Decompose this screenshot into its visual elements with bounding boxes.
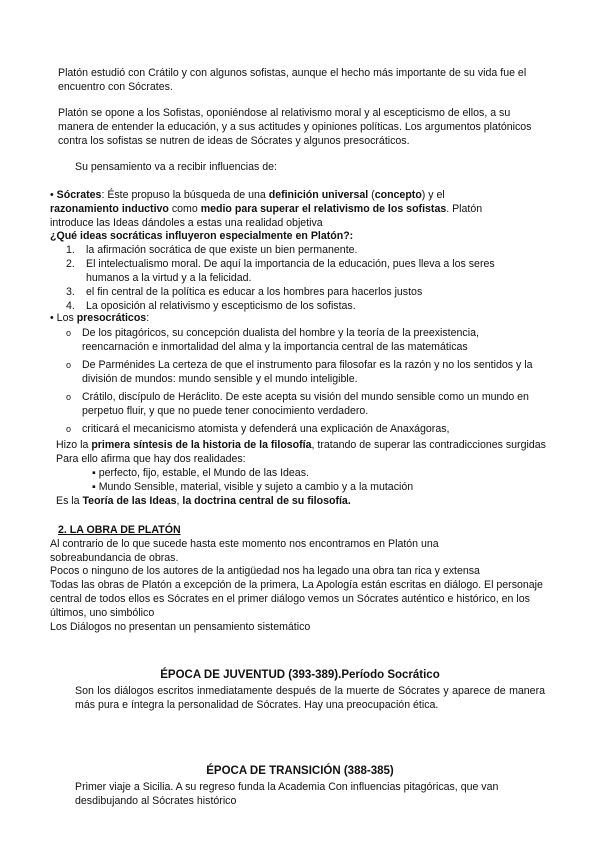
teoria-ideas-line bbox=[56, 494, 556, 508]
list-item bbox=[66, 257, 536, 285]
text: : Éste propuso la búsqueda de una bbox=[101, 189, 269, 201]
socrates-name: Sócrates bbox=[56, 189, 102, 201]
item-text: La oposición al relativismo y escepticismo de los sofistas. bbox=[86, 300, 356, 312]
text: , tratando de superar las contradicciones surgidas Para ello afirma que hay dos realidades: bbox=[56, 439, 546, 465]
bullet: • bbox=[50, 189, 54, 201]
bold-text: definición universal bbox=[268, 189, 369, 201]
item-text: Crátilo, discípulo de Heráclito. De este acepta su visión del mundo sensible como un mundo en perpetuo fluir, y que no puede tener conocimiento verdadero. bbox=[82, 391, 529, 417]
item-text: el fin central de la política es educar a los hombres para hacerlos justos bbox=[86, 286, 423, 298]
bullet: • bbox=[50, 312, 54, 324]
item-text: De Parménides La certeza de que el instrumento para filosofar es la razón y no los sentidos y la división de mundos: mundo sensible y el mundo inteligible. bbox=[82, 359, 533, 385]
bold-text: presocráticos bbox=[76, 312, 147, 324]
bold-text: Teoría de las Ideas bbox=[82, 495, 177, 507]
reality-item-1: ▪ perfecto, fijo, estable, el Mundo de las Ideas. bbox=[92, 467, 309, 479]
item-text: la afirmación socrática de que existe un bien permanente. bbox=[86, 244, 358, 256]
list-item bbox=[66, 358, 546, 386]
reality-item-2: ▪ Mundo Sensible, material, visible y sujeto a cambio y a la mutación bbox=[92, 481, 414, 493]
juventud-paragraph: Son los diálogos escritos inmediatamente después de la muerte de Sócrates y aparece de manera más pura e íntegra la personalidad de Sócrates. Hay una preocupación ética. bbox=[75, 685, 545, 711]
item-number: 3. bbox=[66, 286, 75, 298]
transicion-heading: ÉPOCA DE TRANSICIÓN (388-385) bbox=[206, 764, 394, 777]
bold-text: razonamiento inductivo bbox=[50, 203, 169, 215]
intro-paragraph-3: Su pensamiento va a recibir influencias de: bbox=[75, 161, 277, 173]
circle-bullet-icon: o bbox=[66, 424, 72, 434]
text: Los bbox=[56, 312, 77, 324]
bold-text: concepto bbox=[374, 189, 422, 201]
list-item bbox=[66, 285, 536, 299]
item-number: 1. bbox=[66, 244, 75, 256]
socrates-paragraph bbox=[50, 188, 550, 230]
text: Hizo la bbox=[56, 439, 92, 451]
text: : bbox=[146, 312, 150, 324]
item-number: 2. bbox=[66, 258, 75, 270]
text: , bbox=[176, 495, 183, 507]
item-text: criticará el mecanicismo atomista y defenderá una explicación de Anaxágoras, bbox=[82, 423, 450, 435]
text: ( bbox=[368, 189, 375, 201]
intro-paragraph-2: Platón se opone a los Sofistas, oponiéndose al relativismo moral y al escepticismo de ellos, a su manera de entender la educación, y a sus actitudes y opiniones políticas. Los argumentos platónicos contra los sofistas se nutren de ideas de Sócrates y algunos presocráticos. bbox=[58, 107, 532, 147]
text: como bbox=[168, 203, 201, 215]
obra-paragraph-4: Los Diálogos no presentan un pensamiento sistemático bbox=[50, 621, 311, 633]
section-heading-obra: 2. LA OBRA DE PLATÓN bbox=[58, 524, 181, 536]
item-text: El intelectualismo moral. De aquí la importancia de la educación, pues lleva a los seres humanos a la virtud y a la felicidad. bbox=[86, 258, 495, 284]
intro-paragraph-1: Platón estudió con Crátilo y con algunos sofistas, aunque el hecho más importante de su vida fue el encuentro con Sócrates. bbox=[58, 67, 527, 93]
obra-paragraph-2: Pocos o ninguno de los autores de la antigüedad nos ha legado una obra tan rica y extensa bbox=[50, 565, 480, 577]
item-number: 4. bbox=[66, 300, 75, 312]
list-item bbox=[66, 243, 536, 257]
question-heading: ¿Qué ideas socráticas influyeron especialmente en Platón?: bbox=[50, 230, 354, 242]
circle-bullet-icon: o bbox=[66, 328, 72, 338]
list-item bbox=[66, 422, 546, 436]
text: introduce las Ideas dándoles a estas una realidad objetiva bbox=[50, 217, 323, 229]
bold-text: primera síntesis de la historia de la filosofía bbox=[91, 439, 312, 451]
ideas-list bbox=[66, 243, 536, 313]
circle-bullet-icon: o bbox=[66, 360, 72, 370]
bold-text: la doctrina central de su filosofía. bbox=[182, 495, 351, 507]
transicion-paragraph: Primer viaje a Sicilia. A su regreso funda la Academia Con influencias pitagóricas, que van desdibujando al Sócrates histórico bbox=[75, 781, 499, 807]
obra-paragraph-3: Todas las obras de Platón a excepción de la primera, La Apología están escritas en diálogo. El personaje central de todos ellos es Sócrates en el primer diálogo vemos un Sócrates auténtico e histórico, en los últimos, uno simbólico bbox=[50, 579, 543, 619]
list-item bbox=[66, 326, 546, 354]
text: ) y el bbox=[421, 189, 445, 201]
item-text: De los pitagóricos, su concepción dualista del hombre y la teoría de la preexistencia, reencarnación e inmortalidad del alma y la importancia central de las matemáticas bbox=[82, 327, 479, 353]
circle-bullet-icon: o bbox=[66, 392, 72, 402]
text: . Platón bbox=[446, 203, 483, 215]
obra-paragraph-1: Al contrario de lo que sucede hasta este momento nos encontramos en Platón una sobreabundancia de obras. bbox=[50, 538, 439, 564]
text: Es la bbox=[56, 495, 83, 507]
presocraticos-heading bbox=[50, 311, 550, 325]
presocraticos-list bbox=[66, 326, 546, 436]
juventud-heading: ÉPOCA DE JUVENTUD (393-389).Período Socrático bbox=[160, 668, 440, 681]
sintesis-paragraph bbox=[56, 438, 556, 466]
list-item bbox=[66, 390, 546, 418]
bold-text: medio para superar el relativismo de los sofistas bbox=[200, 203, 447, 215]
